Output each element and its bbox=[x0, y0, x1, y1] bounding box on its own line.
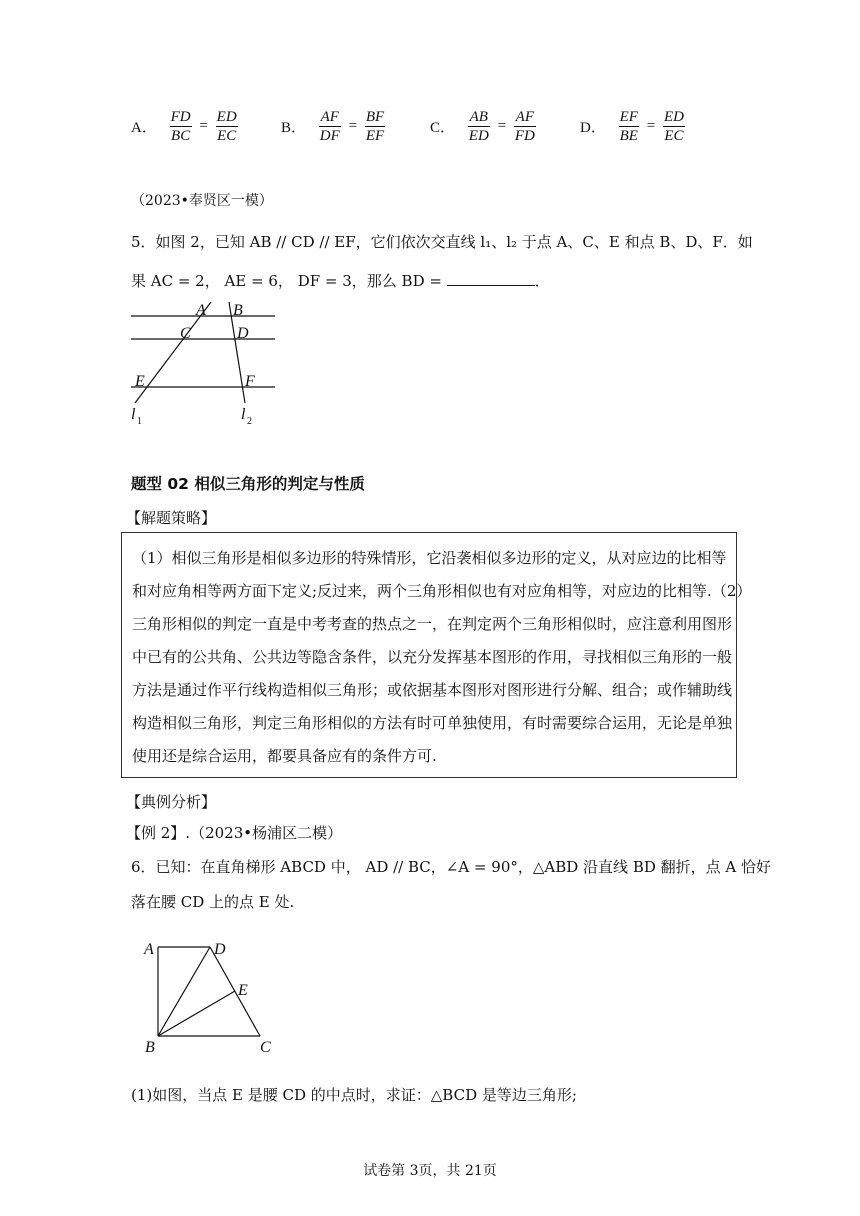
strategy-label: 【解题策略】 bbox=[126, 509, 217, 527]
answer-blank[interactable] bbox=[447, 271, 535, 286]
strategy-line: 使用还是综合运用，都要具备应有的条件方可. bbox=[132, 747, 437, 765]
strategy-line: 三角形相似的判定一直是中考考查的热点之一，在判定两个三角形相似时，应注意利用图形 bbox=[132, 615, 733, 633]
fraction: $\frac{AB}{ED}$ bbox=[468, 109, 489, 144]
label-a: A bbox=[144, 941, 154, 958]
equals-sign: = bbox=[199, 118, 208, 134]
option-d bbox=[580, 108, 685, 145]
q5-text-line2: 果 AC = 2， AE = 6， DF = 3，那么 BD = ． bbox=[131, 272, 550, 290]
label-c: C bbox=[180, 325, 191, 342]
option-c-label: C． bbox=[430, 120, 456, 136]
q6-text-line1: 6．已知：在直角梯形 ABCD 中， AD // BC，∠A = 90°，△ABD 沿直线 BD 翻折，点 A 恰好 bbox=[131, 858, 771, 876]
fraction: $\frac{FD}{BC}$ bbox=[170, 109, 191, 144]
parallel-lines-figure bbox=[125, 298, 285, 430]
equals-sign: = bbox=[646, 118, 656, 134]
option-b bbox=[281, 108, 385, 145]
strategy-line: 中已有的公共角、公共边等隐含条件，以充分发挥基本图形的作用，寻找相似三角形的一般 bbox=[132, 648, 733, 666]
fraction: $\frac{AF}{FD}$ bbox=[514, 109, 535, 144]
option-c bbox=[430, 108, 536, 145]
option-b-label: B． bbox=[281, 120, 307, 136]
label-l2-sub: 2 bbox=[247, 416, 252, 427]
trapezoid-figure bbox=[140, 935, 280, 1060]
section-title: 题型 02 相似三角形的判定与性质 bbox=[131, 475, 365, 493]
q6-text-line2: 落在腰 CD 上的点 E 处. bbox=[131, 893, 295, 911]
fraction: $\frac{AF}{DF}$ bbox=[319, 109, 340, 144]
label-l1: l bbox=[131, 406, 136, 423]
option-a-label: A． bbox=[131, 120, 157, 136]
label-c: C bbox=[260, 1039, 271, 1056]
q5-source: （2023•奉贤区一模） bbox=[131, 193, 273, 209]
page-footer: 试卷第 3页，共 21页 bbox=[363, 1163, 497, 1179]
option-d-label: D． bbox=[580, 120, 606, 136]
fraction: $\frac{ED}{EC}$ bbox=[216, 109, 237, 144]
fraction: $\frac{BF}{EF}$ bbox=[365, 109, 385, 144]
label-l2: l bbox=[241, 406, 246, 423]
q6-part1: (1)如图，当点 E 是腰 CD 的中点时，求证：△BCD 是等边三角形; bbox=[131, 1086, 577, 1104]
strategy-line: 方法是通过作平行线构造相似三角形；或依据基本图形对图形进行分解、组合；或作辅助线 bbox=[132, 681, 733, 699]
label-e: E bbox=[238, 982, 248, 999]
label-e: E bbox=[135, 373, 145, 390]
q5-text-line1: 5．如图 2，已知 AB // CD // EF，它们依次交直线 l₁、l₂ 于点 A、C、E 和点 B、D、F．如 bbox=[131, 233, 753, 251]
segment-be bbox=[158, 991, 235, 1036]
equals-sign: = bbox=[497, 118, 507, 134]
label-d: D bbox=[237, 325, 249, 342]
strategy-line: （1）相似三角形是相似多边形的特殊情形，它沿袭相似多边形的定义，从对应边的比相等 bbox=[132, 549, 727, 567]
fraction: $\frac{EF}{BE}$ bbox=[619, 109, 638, 144]
label-b: B bbox=[233, 302, 243, 319]
example-tag: 【例 2】.（2023•杨浦区二模） bbox=[126, 824, 343, 842]
label-b: B bbox=[145, 1039, 155, 1056]
label-f: F bbox=[245, 373, 255, 390]
strategy-line: 和对应角相等两方面下定义;反过来，两个三角形相似也有对应角相等，对应边的比相等.（2） bbox=[132, 582, 752, 600]
strategy-line: 构造相似三角形，判定三角形相似的方法有时可单独使用，有时需要综合运用，无论是单独 bbox=[132, 714, 733, 732]
example-analysis-label: 【典例分析】 bbox=[126, 793, 217, 811]
label-d: D bbox=[214, 941, 226, 958]
segment-bd bbox=[158, 947, 210, 1036]
label-l1-sub: 1 bbox=[137, 416, 142, 427]
option-a bbox=[131, 108, 238, 145]
label-a: A bbox=[196, 302, 206, 319]
equals-sign: = bbox=[348, 118, 358, 134]
strategy-box bbox=[121, 532, 752, 778]
fraction: $\frac{ED}{EC}$ bbox=[663, 109, 684, 144]
